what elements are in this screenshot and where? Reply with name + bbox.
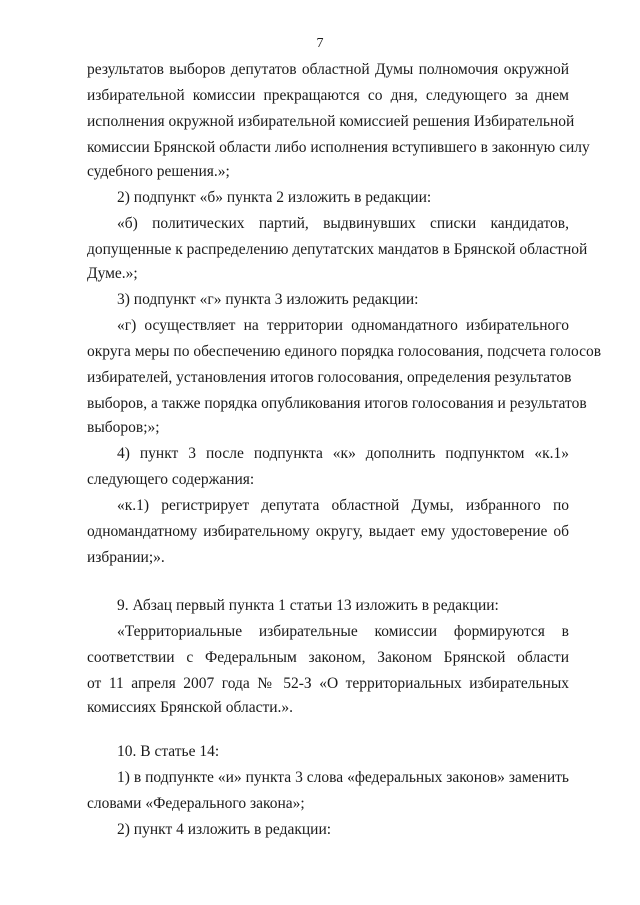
text-line: одномандатному избирательному округу, выдает ему удостоверение об [87, 523, 569, 540]
text-line: соответствии с Федеральным законом, Законом Брянской области [87, 649, 569, 666]
text-line: Думе.»; [87, 265, 138, 282]
text-line: судебного решения.»; [87, 163, 230, 180]
text-line: 3) подпункт «г» пункта 3 изложить редакции: [117, 291, 419, 308]
text-line: избрании;». [87, 549, 165, 566]
text-line: допущенные к распределению депутатских мандатов в Брянской областной [87, 241, 588, 258]
text-line: 1) в подпункте «и» пункта 3 слова «федеральных законов» заменить [117, 769, 569, 786]
text-line: комиссиях Брянской области.». [87, 699, 294, 716]
text-line: «Территориальные избирательные комиссии формируются в [117, 623, 569, 640]
text-line: 2) пункт 4 изложить в редакции: [117, 821, 332, 838]
text-line: выборов, а также порядка опубликования итогов голосования и результатов [87, 395, 587, 412]
text-line: комиссии Брянской области либо исполнения вступившего в законную силу [87, 139, 590, 156]
text-line: округа меры по обеспечению единого порядка голосования, подсчета голосов [87, 343, 602, 360]
text-line: 4) пункт 3 после подпункта «к» дополнить подпунктом «к.1» [117, 445, 569, 462]
text-line: словами «Федерального закона»; [87, 795, 305, 812]
text-line: выборов;»; [87, 419, 160, 436]
text-line: 10. В статье 14: [117, 743, 220, 760]
page-number: 7 [316, 36, 324, 51]
text-line: результатов выборов депутатов областной Думы полномочия окружной [87, 61, 569, 78]
text-line: исполнения окружной избирательной комиссией решения Избирательной [87, 113, 575, 130]
text-line: «к.1) регистрирует депутата областной Думы, избранного по [117, 497, 569, 514]
text-line: 9. Абзац первый пункта 1 статьи 13 изложить в редакции: [117, 597, 499, 614]
text-line: избирательной комиссии прекращаются со дня, следующего за днем [87, 87, 569, 104]
text-line: следующего содержания: [87, 471, 255, 488]
text-line: «г) осуществляет на территории одномандатного избирательного [117, 317, 569, 334]
text-line: 2) подпункт «б» пункта 2 изложить в редакции: [117, 189, 432, 206]
text-line: «б) политических партий, выдвинувших списки кандидатов, [117, 215, 569, 232]
text-line: от 11 апреля 2007 года № 52-З «О территориальных избирательных [87, 675, 569, 692]
text-line: избирателей, установления итогов голосования, определения результатов [87, 369, 572, 386]
